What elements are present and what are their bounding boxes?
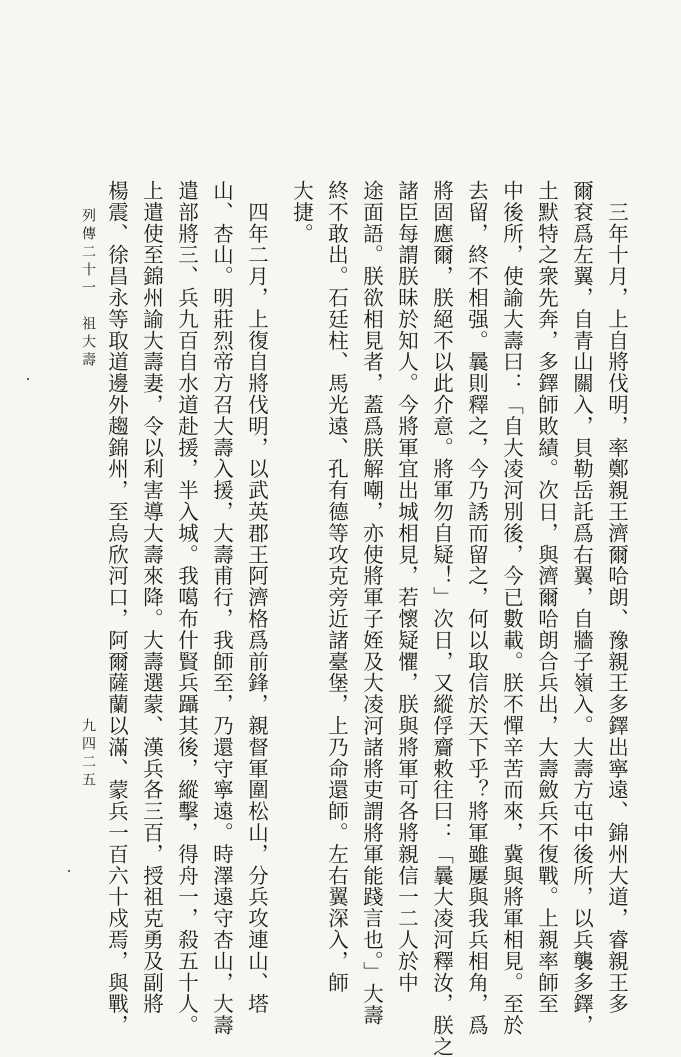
text-column: 途面語。朕欲相見者，蓋爲朕解嘲，亦使將軍子姪及大凌河諸將吏謂將軍能踐言也。」大壽 bbox=[359, 180, 384, 1026]
text-column: 楊震、徐昌永等取道邊外趨錦州，至烏欣河口，阿爾薩蘭以滿、蒙兵一百六十戍焉，與戰， bbox=[104, 180, 129, 1036]
text-column: 上遣使至錦州諭大壽妻，令以利害導大壽來降。大壽選蒙、漢兵各三百，授祖克勇及副將 bbox=[139, 180, 164, 1015]
text-column: 三年十月，上自將伐明，率鄭親王濟爾哈朗、豫親王多鐸出寧遠、錦州大道，睿親王多 bbox=[604, 180, 629, 1015]
text-column: 山、杏山。明莊烈帝方召大壽入援，大壽甫行，我師至，乃還守寧遠。時澤遠守杏山，大壽 bbox=[209, 180, 234, 1036]
text-column: 諸臣每謂朕昧於知人。今將軍宜出城相見，若懷疑懼，朕與將軍可各將親信一二人於中 bbox=[394, 180, 419, 994]
page-number: 九四二五 bbox=[80, 718, 96, 790]
text-column: 去留，終不相强。曩則釋之，今乃誘而留之，何以取信於天下乎？將軍雖屢與我兵相角，爲 bbox=[464, 180, 489, 1036]
text-column: 四年二月，上復自將伐明，以武英郡王阿濟格爲前鋒，親督軍圍松山，分兵攻連山、塔 bbox=[244, 180, 269, 1015]
text-column: 大捷。 bbox=[289, 180, 314, 245]
text-column: 爾袞爲左翼，自青山關入，貝勒岳託爲右翼，自牆子嶺入。大壽方屯中後所，以兵襲多鐸， bbox=[569, 180, 594, 1036]
text-column: 終不敢出。石廷柱、馬光遠、孔有德等攻克旁近諸臺堡，上乃命還師。左右翼深入，師 bbox=[324, 180, 349, 994]
scan-speck bbox=[27, 378, 29, 380]
text-column: 將固應爾，朕絕不以此介意。將軍勿自疑！」次日，又縱俘齎敕往曰：「曩大凌河釋汝，朕之 bbox=[429, 180, 454, 1057]
text-column: 土默特之衆先奔，多鐸師敗績。次日，與濟爾哈朗合兵出，大壽斂兵不復戰。上親率師至 bbox=[534, 180, 559, 1015]
scan-speck bbox=[68, 870, 70, 872]
text-column: 中後所，使諭大壽曰：「自大凌河別後，今已數載。朕不憚辛苦而來，冀與將軍相見。至於 bbox=[499, 180, 524, 1036]
running-title: 列傳二十一 祖大壽 bbox=[80, 208, 96, 370]
text-column: 遣部將三、兵九百自水道赴援，半入城。我噶布什賢兵躡其後，縱擊，得舟一，殺五十人。 bbox=[174, 180, 199, 1036]
